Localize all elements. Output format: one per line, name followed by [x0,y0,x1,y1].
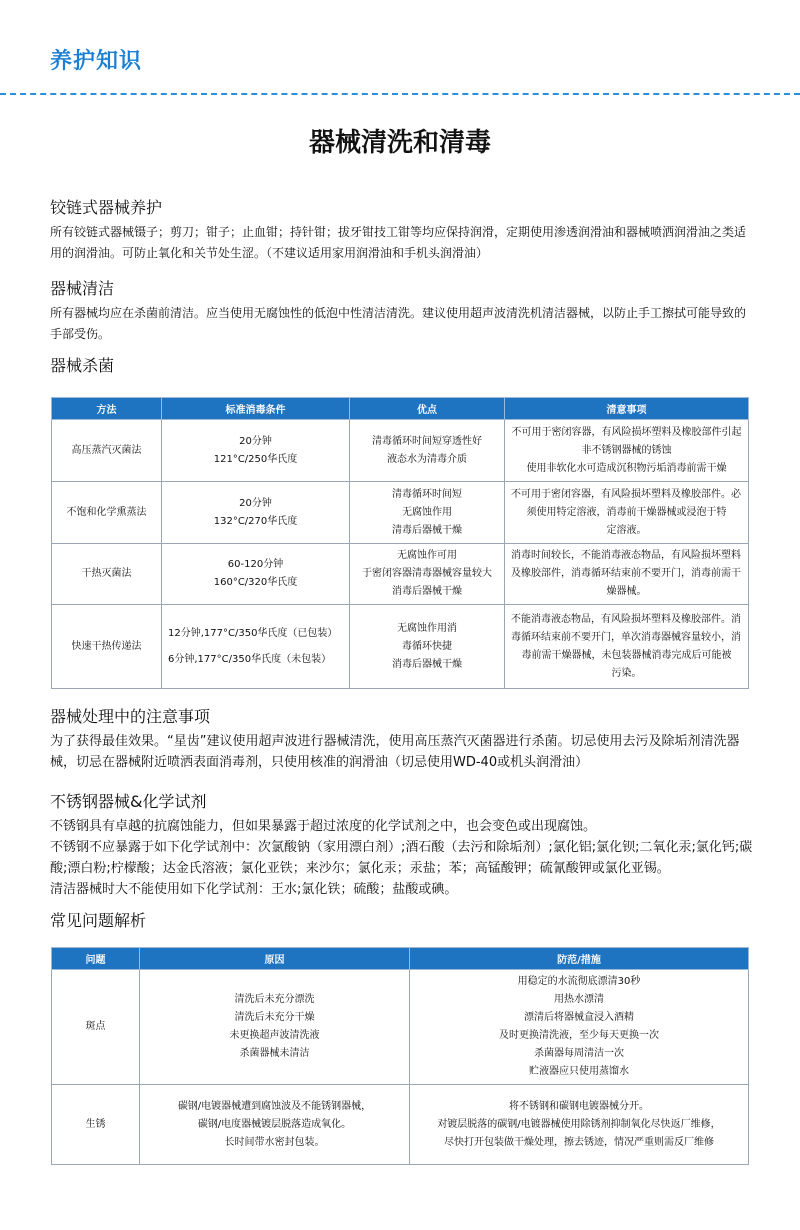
cell-line: 将不锈钢和碳钢电镀器械分开。 [509,1100,649,1112]
column-header: 原因 [140,948,410,970]
condition-cell [162,605,350,689]
cell-line: 贮液器应只使用蒸馏水 [529,1066,629,1077]
cell-line: 非不锈钢器械的锈蚀 [581,444,672,456]
cell-line: 于密闭容器清毒器械容量较大 [362,568,492,579]
advantage-cell [350,482,505,544]
section-heading: 器械杀菌 [50,356,115,375]
method-cell: 不饱和化学熏蒸法 [52,482,162,544]
table-header-row [52,948,749,970]
section-notes [50,704,755,773]
cell-line: 121°C/250华氏度 [213,453,298,465]
cell-line: 清毒循环时间短穿透性好 [372,435,482,447]
table-row [52,544,749,605]
cause-cell [140,970,410,1085]
cell-line: 132°C/270华氏度 [213,515,298,527]
cell-line: 消毒后器械干燥 [392,658,462,670]
cell-line: 对镀层脱落的碳钢/电镀器械使用除锈剂抑制氧化尽快返厂维修， [437,1118,721,1130]
cell-line: 漂清后将器械盒浸入酒精 [524,1012,634,1023]
method-cell: 干热灭菌法 [52,544,162,605]
cell-line: 毒循环快捷 [402,640,452,652]
section-stainless [50,789,755,900]
cause-cell [140,1085,410,1165]
problem-cell: 生锈 [52,1085,140,1165]
cell-line: 60-120分钟 [227,559,284,570]
column-header: 问题 [52,948,140,970]
condition-cell [162,420,350,482]
cell-line: 6分钟,177°C/350华氏度（未包装） [168,653,332,665]
cell-line: 20分钟 [239,435,272,447]
cell-line: 须使用特定溶液，消毒前干燥器械或浸泡于特 [526,506,727,518]
cell-line: 不可用于密闭容器，有风险损坏塑料及橡胶部件。必 [511,488,741,500]
cell-line: 未更换超声波清洗液 [229,1030,320,1041]
cell-line: 20分钟 [239,497,272,509]
notes-cell [505,482,749,544]
advantage-cell [350,544,505,605]
column-header: 清意事项 [505,398,749,420]
cell-line: 清洗后未充分干燥 [234,1012,315,1023]
cell-line: 使用非软化水可造成沉积物污垢消毒前需干燥 [526,462,727,474]
cell-line: 长时间带水密封包装。 [224,1136,325,1148]
cell-line: 不能消毒液态物品，有风险损坏塑料及橡胶部件。消 [511,613,741,625]
cell-line: 用稳定的水流彻底漂清30秒 [517,976,641,987]
cell-line: 清洗后未充分漂洗 [234,994,315,1005]
cell-line: 液态水为清毒介质 [387,453,467,465]
table-row [52,970,749,1085]
section-heading: 器械清洁 [50,279,115,298]
cell-line: 定溶液。 [606,524,647,536]
method-cell: 高压蒸汽灭菌法 [52,420,162,482]
cell-line: 及橡胶部件，消毒循环结束前不要开门，消毒前需干 [511,568,741,579]
notes-cell [505,544,749,605]
table-row [52,605,749,689]
dashed-divider [0,93,800,95]
section-body: 所有铰链式器械镊子；剪刀；钳子；止血钳；持针钳；拔牙钳技工钳等均应保持润滑，定期使用渗透润滑油和器械喷洒润滑油之类适用的润滑油。可防止氧化和关节处生涩。（不建议适用家用润滑油和手机头润滑油） [50,225,747,260]
cell-line: 清毒后器械干燥 [392,524,462,536]
condition-cell [162,544,350,605]
column-header: 防范/措施 [410,948,749,970]
notes-cell [505,605,749,689]
paragraph: 不锈钢不应暴露于如下化学试剂中：次氯酸钠（家用漂白剂）;酒石酸（去污和除垢剂）;氯化铝;氯化钡;二氧化汞;氯化钙;碳酸;漂白粉;柠檬酸；达金氏溶液；氯化亚铁；来沙尔；氯化汞；汞盐；苯；高锰酸钾；硫氰酸钾或氯化亚锡。 [50,840,753,876]
problem-cell: 斑点 [52,970,140,1085]
section-faq [50,908,755,935]
section-heading: 铰链式器械养护 [50,198,163,217]
section-heading: 不锈钢器械&化学试剂 [50,792,207,811]
sterilization-table [51,397,749,689]
cell-line: 无腐蚀作用消 [397,622,457,634]
advantage-cell [350,420,505,482]
cell-line: 杀菌器每周清洁一次 [534,1048,624,1059]
cell-line: 消毒后器械干燥 [392,586,462,597]
table-row [52,482,749,544]
cell-line: 无腐蚀作可用 [397,550,457,561]
cell-line: 清毒循环时间短 [392,488,462,500]
cell-line: 杀菌器械未清洁 [239,1048,310,1059]
cell-line: 毒前需干燥器械，未包装器械消毒完成后可能被 [521,649,732,661]
section-sterilize [50,353,755,380]
cell-line: 12分钟,177°C/350华氏度（已包装） [168,627,338,639]
table-row [52,1085,749,1165]
method-cell: 快速干热传递法 [52,605,162,689]
cell-line: 无腐蚀作用 [402,506,452,518]
table-header-row [52,398,749,420]
condition-cell [162,482,350,544]
section-cleaning [50,276,755,345]
column-header: 标准消毒条件 [162,398,350,420]
cell-line: 碳钢/电度器械镀层脱落造成氧化。 [197,1118,352,1130]
section-body: 为了获得最佳效果。“星齿”建议使用超声波进行器械清洗，使用高压蒸汽灭菌器进行杀菌。切忌使用去污及除垢剂清洗器械，切忌在器械附近喷洒表面消毒剂，只使用核准的润滑油（切忌使用WD-40或机头润滑油） [50,734,740,770]
measure-cell [410,1085,749,1165]
paragraph: 清洁器械时大不能使用如下化学试剂：王水;氯化铁；硫酸；盐酸或碘。 [50,882,458,897]
advantage-cell [350,605,505,689]
section-hinge [50,195,755,264]
section-heading: 常见问题解析 [50,911,147,930]
cell-line: 污染。 [611,667,642,679]
table-row [52,420,749,482]
faq-table [51,947,749,1165]
column-header: 优点 [350,398,505,420]
cell-line: 燥器械。 [606,586,647,597]
notes-cell [505,420,749,482]
column-header: 方法 [52,398,162,420]
cell-line: 消毒时间较长，不能消毒液态物品，有风险损坏塑料 [511,550,741,561]
section-body: 所有器械均应在杀菌前清洁。应当使用无腐蚀性的低泡中性清洁清洗。建议使用超声波清洗机清洁器械，以防止手工擦拭可能导致的手部受伤。 [50,306,747,341]
cell-line: 用热水漂清 [554,994,604,1005]
page-title: 器械清洗和清毒 [308,128,491,158]
cell-line: 不可用于密闭容器，有风险损坏塑料及橡胶部件引起 [511,426,742,438]
section-header-title: 养护知识 [50,49,143,74]
cell-line: 毒循环结束前不要开门，单次消毒器械容量较小，消 [511,631,741,643]
measure-cell [410,970,749,1085]
cell-line: 及时更换清洗液，至少每天更换一次 [499,1030,659,1041]
cell-line: 尽快打开包装做干燥处理，擦去锈迹，情况严重则需反厂维修 [444,1136,714,1148]
section-heading: 器械处理中的注意事项 [50,707,211,726]
cell-line: 160°C/320华氏度 [213,577,298,588]
cell-line: 碳钢/电镀器械遭到腐蚀波及不能锈钢器械， [177,1100,372,1112]
paragraph: 不锈钢具有卓越的抗腐蚀能力，但如果暴露于超过浓度的化学试剂之中，也会变色或出现腐蚀。 [50,819,597,834]
